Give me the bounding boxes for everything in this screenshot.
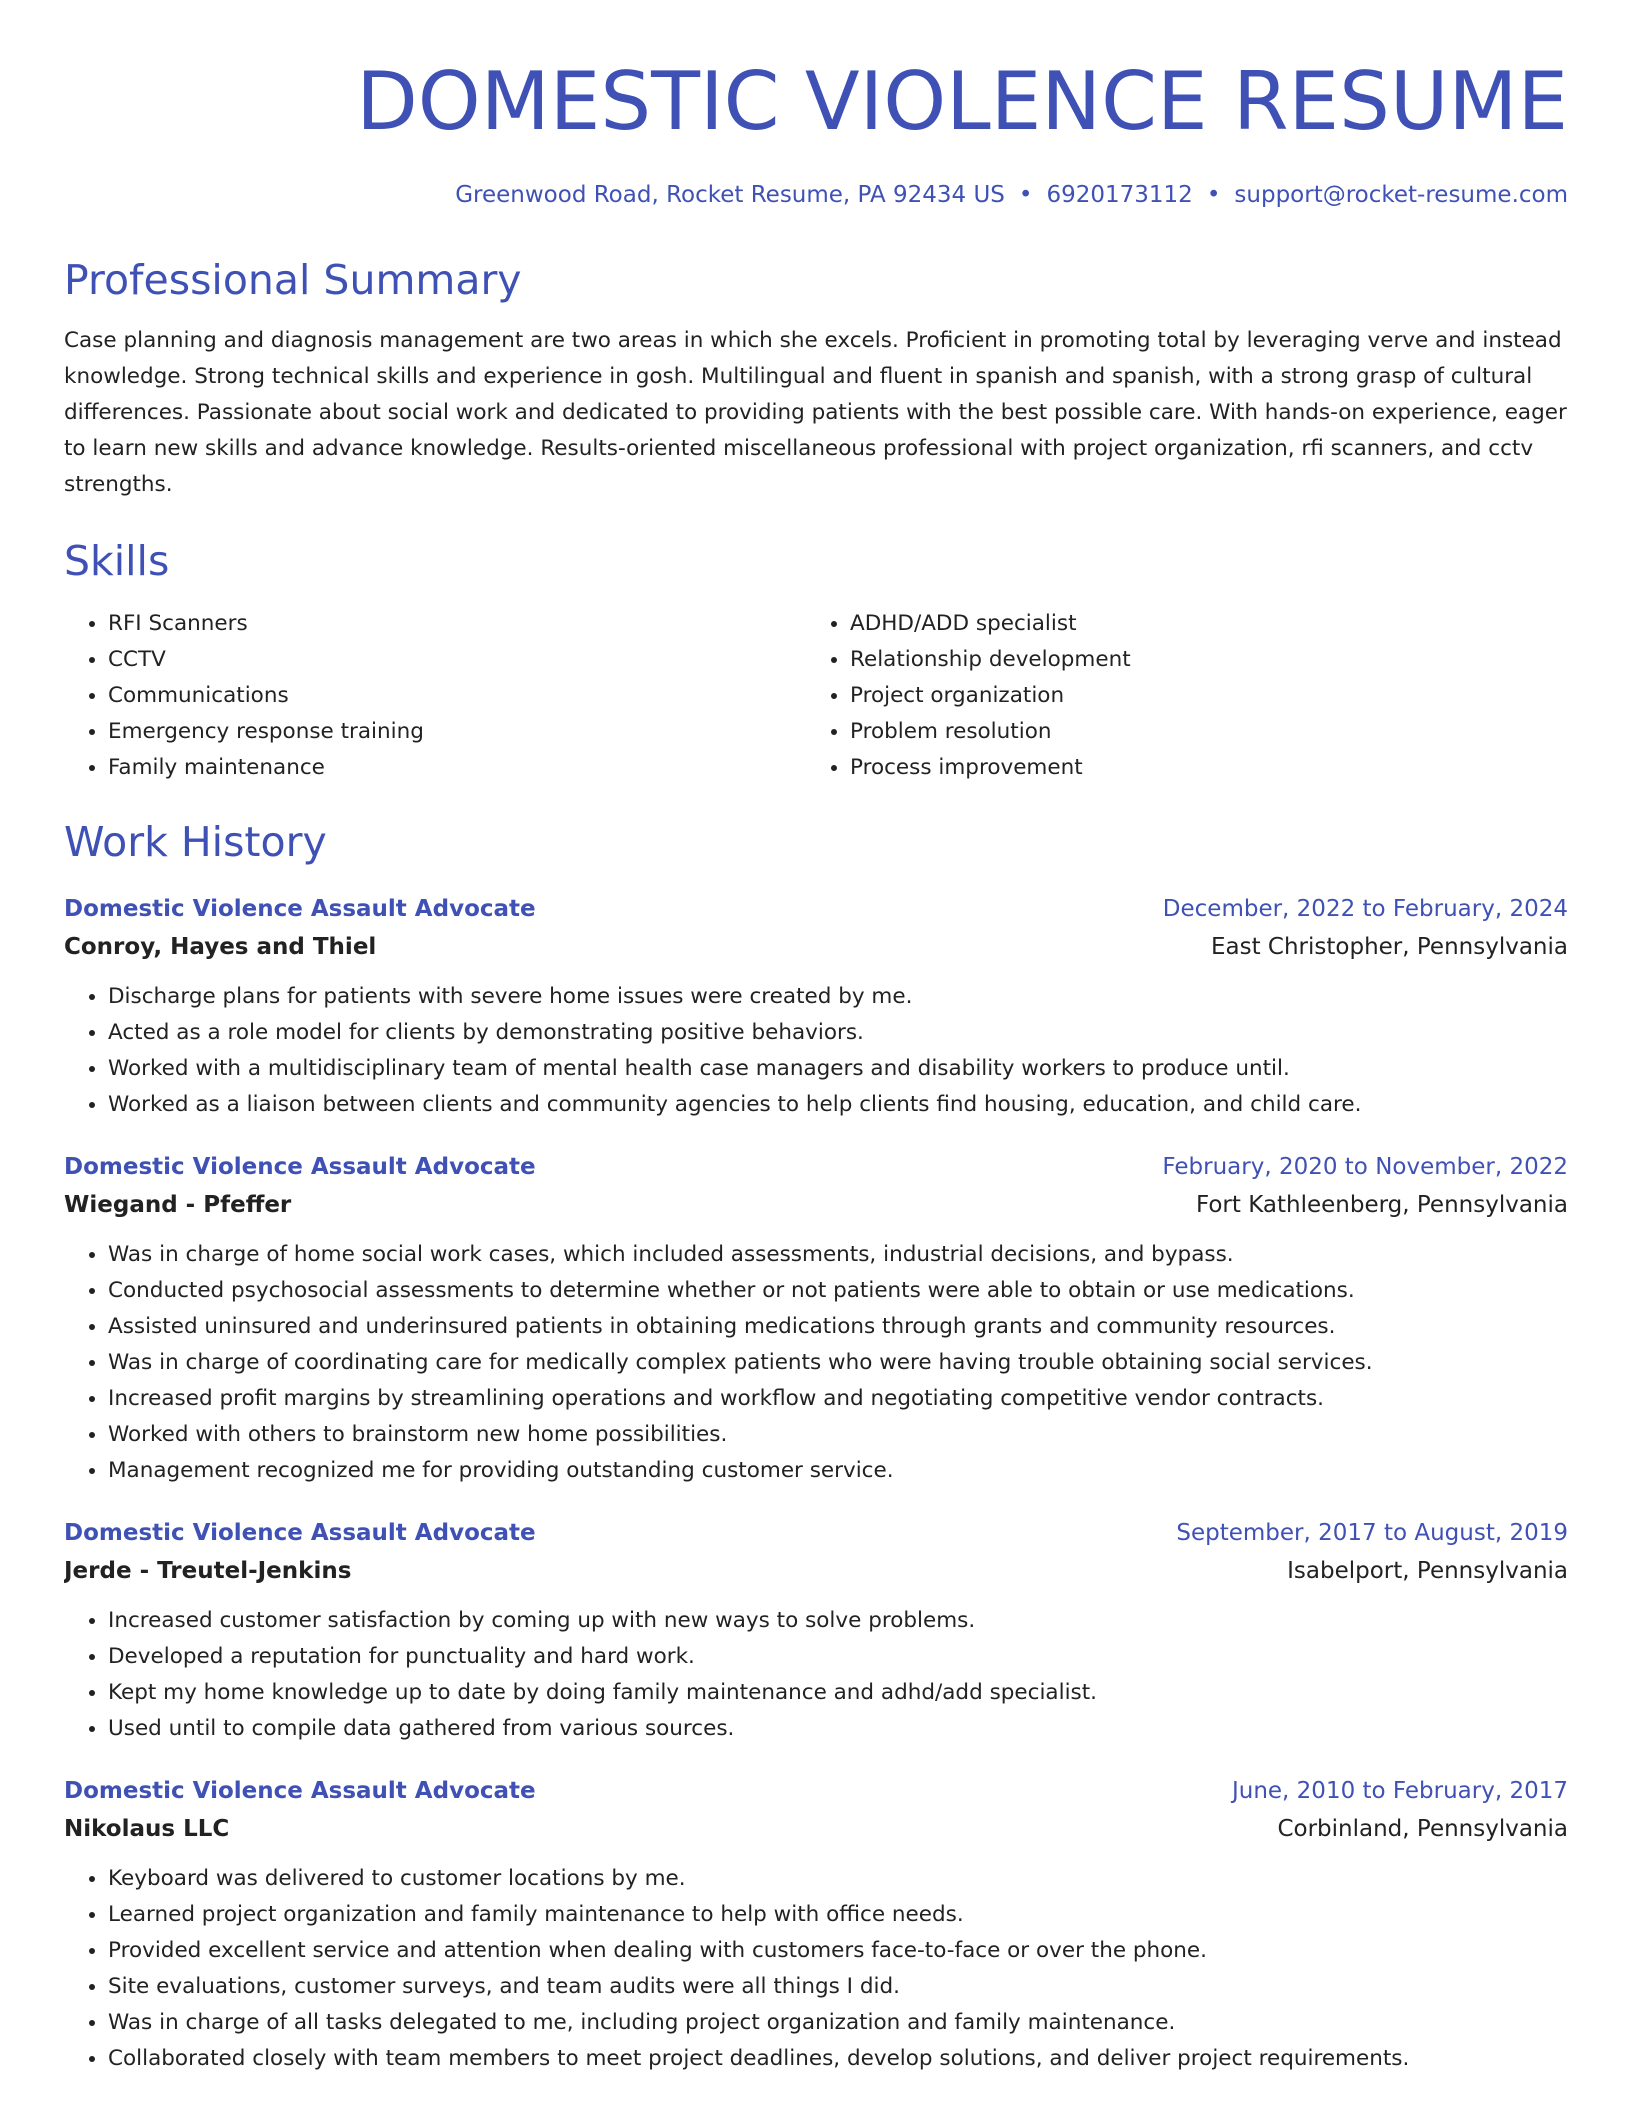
job-company: Conroy, Hayes and Thiel	[64, 933, 377, 960]
job-dates: February, 2020 to November, 2022	[1162, 1153, 1568, 1180]
job-dates: June, 2010 to February, 2017	[1231, 1777, 1568, 1804]
job-entry	[64, 1773, 1568, 2077]
summary-text: Case planning and diagnosis management are two areas in which she excels. Proficient in promoting total by leveraging verve and instead knowledge. Strong technical skills and experience in gosh. Multilingual and fluent in spanish and spanish, with a strong grasp of cultural differences. Passionate about social work and dedicated to providing patients with the best possible care. With hands-on experience, eager to learn new skills and advance knowledge. Results-oriented miscellaneous professional with project organization, rfi scanners, and cctv strengths.	[64, 327, 1567, 497]
job-bullets	[64, 1603, 1568, 1747]
job-subheader	[64, 927, 1568, 967]
job-title: Domestic Violence Assault Advocate	[64, 1519, 536, 1546]
job-title: Domestic Violence Assault Advocate	[64, 895, 536, 922]
skills-list	[64, 606, 1568, 786]
job-bullet: • Worked with a multidisciplinary team of mental health case managers and disability workers to produce until.	[108, 1051, 1568, 1087]
job-bullet: • Keyboard was delivered to customer locations by me.	[108, 1861, 1568, 1897]
summary-heading: Professional Summary	[64, 255, 522, 304]
job-header	[64, 1773, 1568, 1809]
job-bullet: • Worked with others to brainstorm new home possibilities.	[108, 1417, 1568, 1453]
job-entry	[64, 1515, 1568, 1747]
job-bullet: • Developed a reputation for punctuality and hard work.	[108, 1639, 1568, 1675]
job-dates: September, 2017 to August, 2019	[1176, 1519, 1568, 1546]
job-bullet: • Collaborated closely with team members to meet project deadlines, develop solutions, and deliver project requirements.	[108, 2041, 1568, 2077]
job-bullet: • Increased customer satisfaction by coming up with new ways to solve problems.	[108, 1603, 1568, 1639]
job-subheader	[64, 1185, 1568, 1225]
job-header	[64, 891, 1568, 927]
job-bullet: • Conducted psychosocial assessments to determine whether or not patients were able to obtain or use medications.	[108, 1273, 1568, 1309]
job-location: Corbinland, Pennsylvania	[1277, 1815, 1568, 1842]
job-dates: December, 2022 to February, 2024	[1162, 895, 1568, 922]
skills-column-right	[806, 606, 1548, 786]
contact-separator: •	[1206, 182, 1221, 208]
job-bullet: • Was in charge of home social work cases, which included assessments, industrial decisions, and bypass.	[108, 1237, 1568, 1273]
job-bullet: • Worked as a liaison between clients and community agencies to help clients find housing, education, and child care.	[108, 1087, 1568, 1123]
job-title: Domestic Violence Assault Advocate	[64, 1777, 536, 1804]
job-bullet: • Was in charge of coordinating care for medically complex patients who were having trouble obtaining social services.	[108, 1345, 1568, 1381]
job-bullet: • Acted as a role model for clients by demonstrating positive behaviors.	[108, 1015, 1568, 1051]
resume-name: DOMESTIC VIOLENCE RESUME	[356, 55, 1568, 148]
skills-column-left	[64, 606, 806, 786]
job-bullet: • Management recognized me for providing outstanding customer service.	[108, 1453, 1568, 1489]
job-company: Wiegand - Pfeffer	[64, 1191, 292, 1218]
skills-heading: Skills	[64, 536, 170, 585]
skill-item: • RFI Scanners	[108, 606, 806, 642]
job-bullets	[64, 979, 1568, 1123]
job-company: Jerde - Treutel-Jenkins	[64, 1557, 352, 1584]
job-location: Isabelport, Pennsylvania	[1287, 1557, 1568, 1584]
skill-item: • Relationship development	[850, 642, 1548, 678]
job-subheader	[64, 1551, 1568, 1591]
job-bullet: • Used until to compile data gathered from various sources.	[108, 1711, 1568, 1747]
job-bullet: • Provided excellent service and attention when dealing with customers face-to-face or over the phone.	[108, 1933, 1568, 1969]
skill-item: • CCTV	[108, 642, 806, 678]
job-subheader	[64, 1809, 1568, 1849]
job-location: East Christopher, Pennsylvania	[1210, 933, 1568, 960]
job-entry	[64, 1149, 1568, 1489]
job-entry	[64, 891, 1568, 1123]
job-bullet: • Learned project organization and family maintenance to help with office needs.	[108, 1897, 1568, 1933]
contact-phone: 6920173112	[1046, 182, 1193, 208]
job-location: Fort Kathleenberg, Pennsylvania	[1195, 1191, 1568, 1218]
job-bullet: • Kept my home knowledge up to date by doing family maintenance and adhd/add specialist.	[108, 1675, 1568, 1711]
job-bullet: • Site evaluations, customer surveys, and team audits were all things I did.	[108, 1969, 1568, 2005]
job-bullet: • Discharge plans for patients with severe home issues were created by me.	[108, 979, 1568, 1015]
contact-line	[64, 182, 1568, 210]
job-bullet: • Was in charge of all tasks delegated to me, including project organization and family maintenance.	[108, 2005, 1568, 2041]
contact-address: Greenwood Road, Rocket Resume, PA 92434 US	[455, 182, 1005, 208]
job-title: Domestic Violence Assault Advocate	[64, 1153, 536, 1180]
skill-item: • Family maintenance	[108, 750, 806, 786]
job-bullets	[64, 1237, 1568, 1489]
work-history-heading: Work History	[64, 817, 327, 866]
skill-item: • Process improvement	[850, 750, 1548, 786]
job-bullet: • Increased profit margins by streamlining operations and workflow and negotiating competitive vendor contracts.	[108, 1381, 1568, 1417]
contact-email[interactable]: support@rocket-resume.com	[1234, 182, 1568, 208]
job-bullets	[64, 1861, 1568, 2077]
contact-separator: •	[1018, 182, 1033, 208]
skill-item: • Emergency response training	[108, 714, 806, 750]
job-header	[64, 1515, 1568, 1551]
skill-item: • ADHD/ADD specialist	[850, 606, 1548, 642]
resume-page	[64, 0, 1568, 2112]
skill-item: • Project organization	[850, 678, 1548, 714]
job-header	[64, 1149, 1568, 1185]
job-bullet: • Assisted uninsured and underinsured patients in obtaining medications through grants and community resources.	[108, 1309, 1568, 1345]
job-company: Nikolaus LLC	[64, 1815, 230, 1842]
skill-item: • Problem resolution	[850, 714, 1548, 750]
skill-item: • Communications	[108, 678, 806, 714]
